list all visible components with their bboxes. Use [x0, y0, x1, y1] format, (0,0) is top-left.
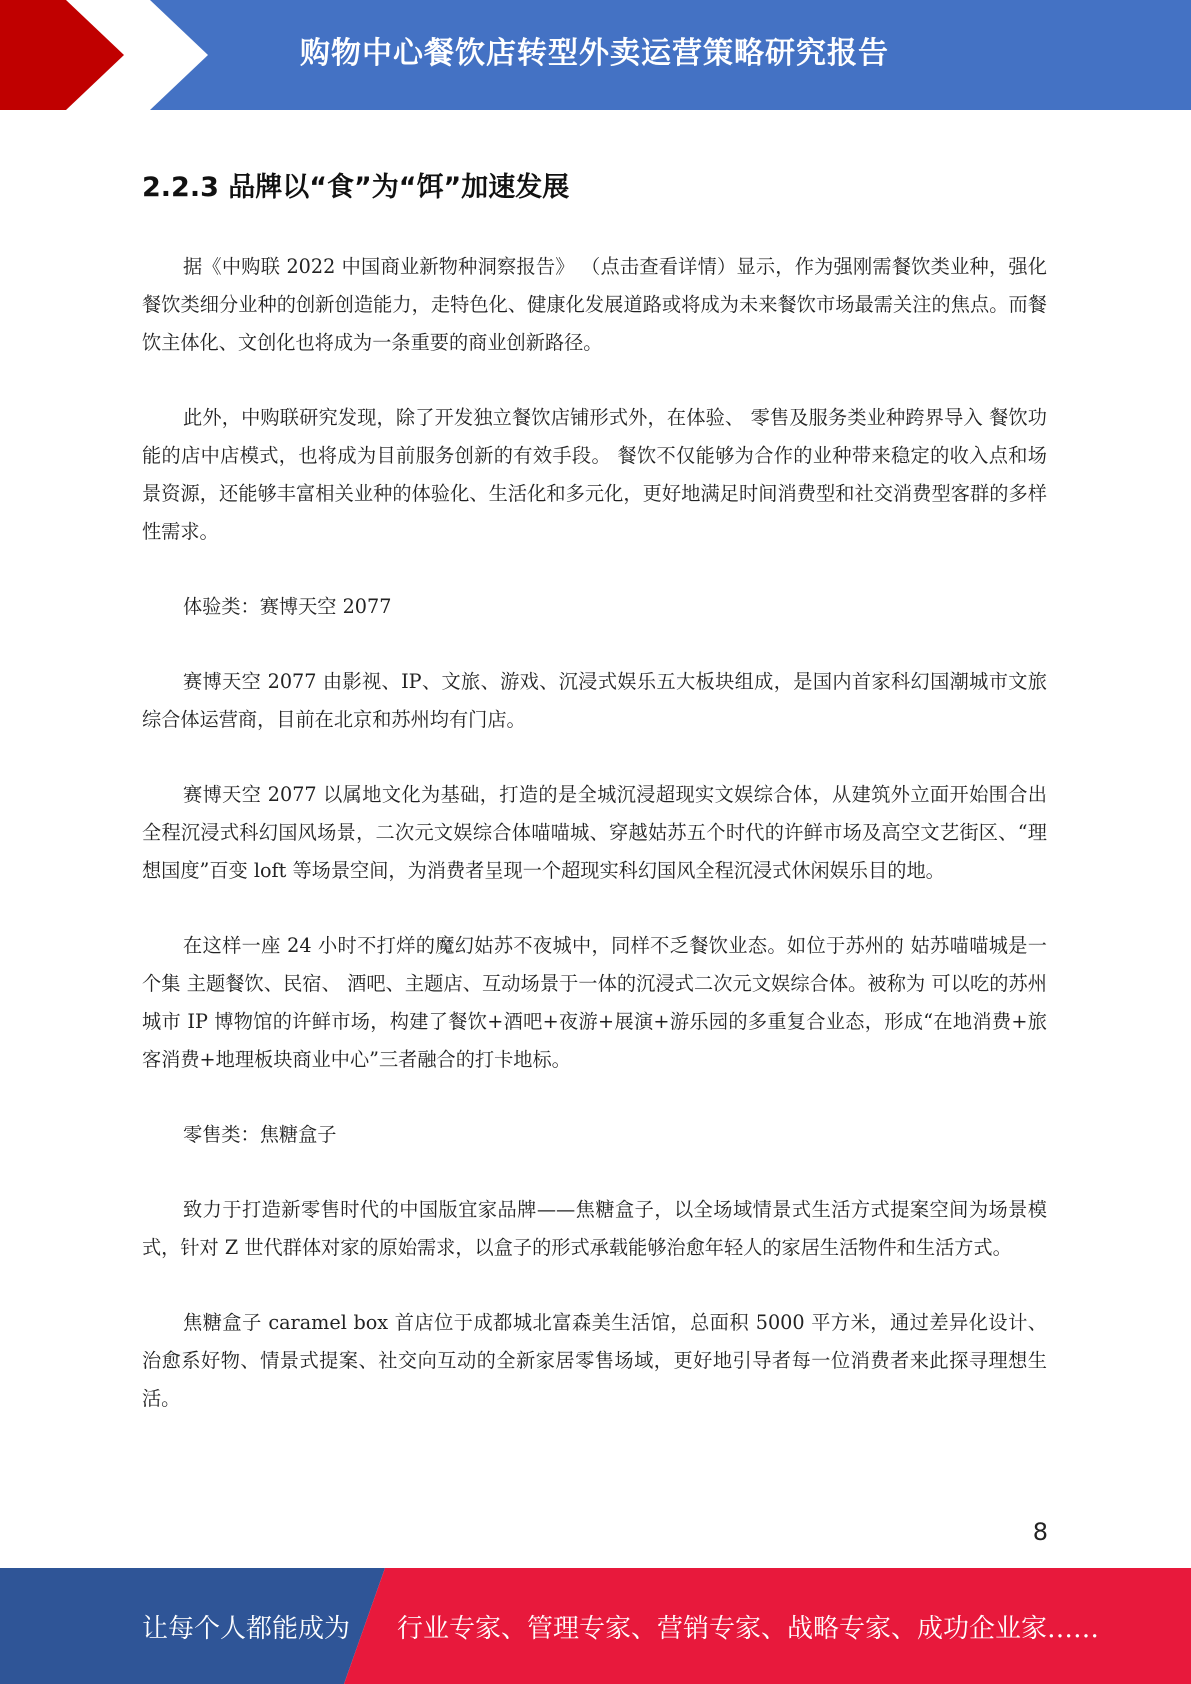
paragraph: 焦糖盒子 caramel box 首店位于成都城北富森美生活馆，总面积 5000 平方米，通过差异化设计、治愈系好物、情景式提案、社交向互动的全新家居零售场域，更好地引导者每一位消费者来此探寻理想生活。 — [142, 1311, 1047, 1410]
page-footer — [0, 1568, 1191, 1684]
main-content — [142, 165, 1047, 1455]
section-heading: 2.2.3 品牌以“食”为“饵”加速发展 — [142, 172, 570, 203]
page-number: 8 — [1032, 1518, 1048, 1546]
paragraph: 此外，中购联研究发现，除了开发独立餐饮店铺形式外，在体验、 零售及服务类业种跨界导入 餐饮功能的店中店模式，也将成为目前服务创新的有效手段。 餐饮不仅能够为合作的业种带来稳定的收入点和场景资源，还能够丰富相关业种的体验化、生活化和多元化，更好地满足时间消费型和社交消费型客群的多样性需求。 — [142, 406, 1047, 543]
subheading-experience: 体验类：赛博天空 2077 — [183, 595, 392, 618]
footer-slogan-left: 让每个人都能成为 — [142, 1614, 351, 1644]
paragraph: 赛博天空 2077 由影视、IP、文旅、游戏、沉浸式娱乐五大板块组成，是国内首家科幻国潮城市文旅综合体运营商，目前在北京和苏州均有门店。 — [142, 670, 1047, 731]
paragraph: 在这样一座 24 小时不打烊的魔幻姑苏不夜城中，同样不乏餐饮业态。如位于苏州的 姑苏喵喵城是一个集 主题餐饮、民宿、 酒吧、主题店、互动场景于一体的沉浸式二次元文娱综合体。被称为 可以吃的苏州城市 IP 博物馆的许鲜市场，构建了餐饮+酒吧+夜游+展演+游乐园的多重复合业态，形成“在地消费+旅客消费+地理板块商业中心”三者融合的打卡地标。 — [142, 934, 1047, 1071]
paragraph: 据《中购联 2022 中国商业新物种洞察报告》 （点击查看详情）显示，作为强刚需餐饮类业种，强化餐饮类细分业种的创新创造能力，走特色化、健康化发展道路或将成为未来餐饮市场最需关注的焦点。而餐饮主体化、文创化也将成为一条重要的商业创新路径。 — [142, 255, 1047, 354]
page-header — [0, 0, 1191, 110]
paragraph: 致力于打造新零售时代的中国版宜家品牌——焦糖盒子，以全场域情景式生活方式提案空间为场景模式，针对 Z 世代群体对家的原始需求，以盒子的形式承载能够治愈年轻人的家居生活物件和生活方式。 — [142, 1198, 1047, 1259]
paragraph: 赛博天空 2077 以属地文化为基础，打造的是全城沉浸超现实文娱综合体，从建筑外立面开始围合出全程沉浸式科幻国风场景，二次元文娱综合体喵喵城、穿越姑苏五个时代的许鲜市场及高空文艺街区、“理想国度”百变 loft 等场景空间，为消费者呈现一个超现实科幻国风全程沉浸式休闲娱乐目的地。 — [142, 783, 1047, 882]
footer-slogan-right: 行业专家、管理专家、营销专家、战略专家、成功企业家…… — [397, 1614, 1100, 1644]
subheading-retail: 零售类：焦糖盒子 — [183, 1123, 337, 1146]
report-title: 购物中心餐饮店转型外卖运营策略研究报告 — [300, 36, 889, 71]
